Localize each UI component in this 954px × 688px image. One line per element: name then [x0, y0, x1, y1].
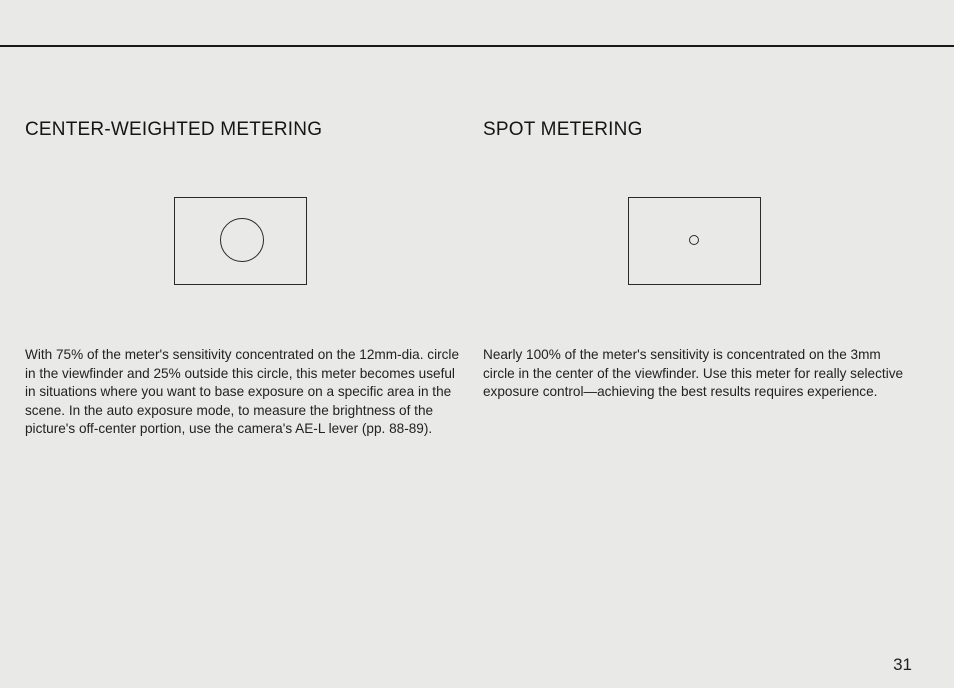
center-weighted-section — [25, 119, 465, 436]
spot-metering-section — [483, 119, 923, 399]
spot-metering-heading: SPOT METERING — [483, 119, 643, 140]
metering-circle-large — [220, 218, 264, 262]
center-weighted-description: With 75% of the meter's sensitivity concentrated on the 12mm-dia. circle in the viewfinder and 25% outside this circle, this meter becomes useful in situations where you want to base exposure on a specific area in the scene. In the auto exposure mode, to measure the brightness of the picture's off-center portion, use the camera's AE-L lever (pp. 88-89). — [25, 347, 460, 436]
page-number: 31 — [893, 655, 912, 674]
center-weighted-heading: CENTER-WEIGHTED METERING — [25, 119, 323, 140]
spot-metering-description: Nearly 100% of the meter's sensitivity is concentrated on the 3mm circle in the center of the viewfinder. Use this meter for really selective exposure control—achieving the best results requires experience. — [483, 347, 904, 399]
viewfinder-diagram-center-weighted — [174, 197, 307, 285]
metering-circle-small — [689, 235, 699, 245]
top-rule — [0, 45, 954, 47]
viewfinder-diagram-spot — [628, 197, 761, 285]
